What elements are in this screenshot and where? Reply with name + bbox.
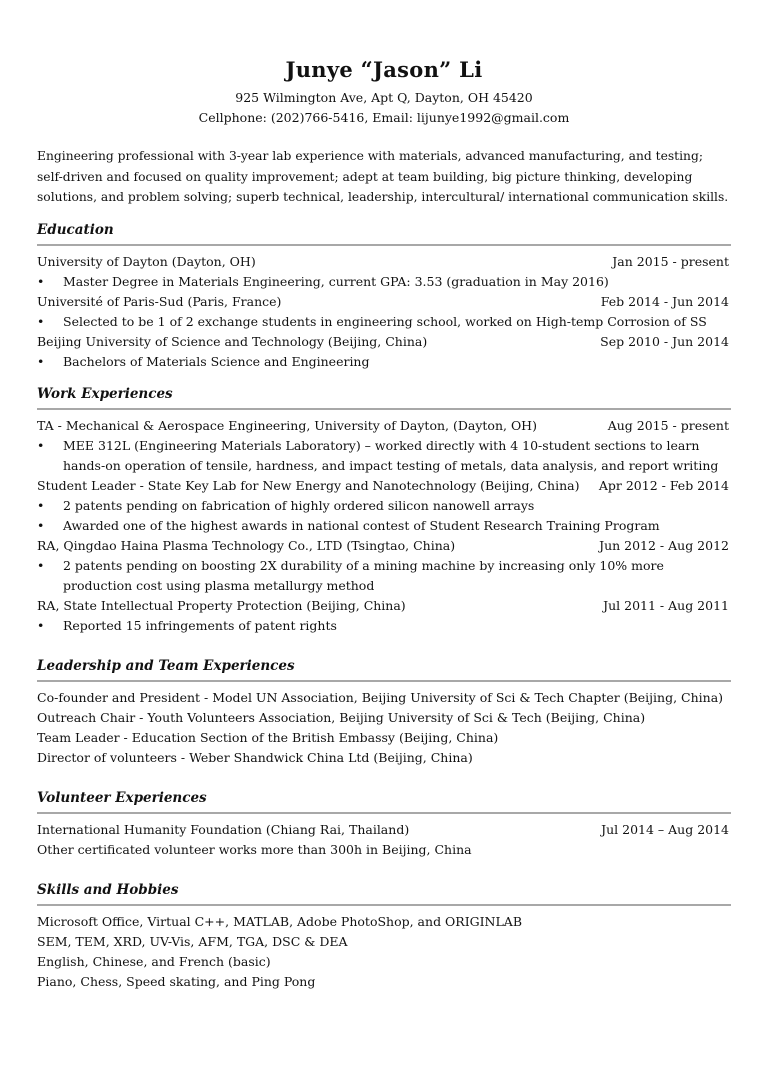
bullet-item <box>37 556 731 596</box>
skills-line: Piano, Chess, Speed skating, and Ping Pong <box>37 973 316 989</box>
bullet-item <box>37 352 731 372</box>
bullet-icon: • <box>37 273 45 289</box>
volunteer-other: Other certificated volunteer works more than 300h in Beijing, China <box>37 841 472 857</box>
bullet-icon: • <box>37 557 45 573</box>
entry-org: University of Dayton (Dayton, OH) <box>37 253 256 269</box>
bullet-text: Reported 15 infringements of patent rights <box>63 617 337 633</box>
bullet-icon: • <box>37 497 45 513</box>
entry-dates: Aug 2015 - present <box>607 417 729 433</box>
entry-dates: Jul 2011 - Aug 2011 <box>603 597 729 613</box>
leadership-line: Director of volunteers - Weber Shandwick China Ltd (Beijing, China) <box>37 749 473 765</box>
bullet-icon: • <box>37 313 45 329</box>
address: 925 Wilmington Ave, Apt Q, Dayton, OH 45420 <box>235 90 533 105</box>
bullet-icon: • <box>37 353 45 369</box>
entry-dates: Jul 2014 – Aug 2014 <box>601 821 729 837</box>
entry-org: Université of Paris-Sud (Paris, France) <box>37 293 282 309</box>
work-entry <box>37 536 731 556</box>
bullet-text: Bachelors of Materials Science and Engineering <box>63 353 370 369</box>
bullet-text: MEE 312L (Engineering Materials Laboratory) – worked directly with 4 10-student sections to learn hands-on operation of tensile, hardness, and impact testing of metals, data analysis, and report writing <box>63 437 719 473</box>
education-section <box>37 220 731 372</box>
bullet-item <box>37 272 731 292</box>
bullet-icon: • <box>37 437 45 453</box>
education-entry <box>37 252 731 272</box>
skills-line: SEM, TEM, XRD, UV-Vis, AFM, TGA, DSC & DEA <box>37 933 348 949</box>
bullet-text: 2 patents pending on fabrication of highly ordered silicon nanowell arrays <box>63 497 535 513</box>
section-title-work: Work Experiences <box>37 384 731 410</box>
education-entry <box>37 292 731 312</box>
section-title-skills: Skills and Hobbies <box>37 880 731 906</box>
bullet-item <box>37 496 731 516</box>
bullet-icon: • <box>37 617 45 633</box>
section-title-leadership: Leadership and Team Experiences <box>37 656 731 682</box>
bullet-item <box>37 436 731 476</box>
bullet-text: Awarded one of the highest awards in national contest of Student Research Training Program <box>63 517 660 533</box>
skills-line: English, Chinese, and French (basic) <box>37 953 271 969</box>
entry-org: Beijing University of Science and Technology (Beijing, China) <box>37 333 428 349</box>
bullet-item <box>37 616 731 636</box>
education-entry <box>37 332 731 352</box>
entry-dates: Jan 2015 - present <box>612 253 729 269</box>
work-section <box>37 384 731 636</box>
leadership-section <box>37 656 731 768</box>
skills-line: Microsoft Office, Virtual C++, MATLAB, Adobe PhotoShop, and ORIGINLAB <box>37 913 523 929</box>
bullet-text: Master Degree in Materials Engineering, current GPA: 3.53 (graduation in May 2016) <box>63 273 609 289</box>
summary: Engineering professional with 3-year lab experience with materials, advanced manufacturing, and testing; self-driven and focused on quality improvement; adept at team building, big picture thinking, developing solutions, and problem solving; superb technical, leadership, intercultural/ international communication skills. <box>37 149 729 204</box>
bullet-item <box>37 312 731 332</box>
section-title-volunteer: Volunteer Experiences <box>37 788 731 814</box>
entry-dates: Apr 2012 - Feb 2014 <box>598 477 729 493</box>
bullet-text: 2 patents pending on boosting 2X durability of a mining machine by increasing only 10% more production cost using plasma metallurgy method <box>63 557 664 593</box>
entry-org: Student Leader - State Key Lab for New Energy and Nanotechnology (Beijing, China) <box>37 477 580 493</box>
volunteer-section <box>37 788 731 860</box>
bullet-icon: • <box>37 517 45 533</box>
leadership-line: Team Leader - Education Section of the British Embassy (Beijing, China) <box>37 729 499 745</box>
entry-dates: Sep 2010 - Jun 2014 <box>600 333 729 349</box>
phone-email: Cellphone: (202)766-5416, Email: lijunye1992@gmail.com <box>198 110 570 125</box>
resume-name: Junye “Jason” Li <box>285 57 483 82</box>
volunteer-entry <box>37 820 731 840</box>
bullet-text: Selected to be 1 of 2 exchange students in engineering school, worked on High-temp Corrosion of SS <box>63 313 707 329</box>
entry-org: International Humanity Foundation (Chiang Rai, Thailand) <box>37 821 410 837</box>
leadership-line: Co-founder and President - Model UN Association, Beijing University of Sci & Tech Chapter (Beijing, China) <box>37 689 724 705</box>
skills-section <box>37 880 731 992</box>
section-title-education: Education <box>37 220 731 246</box>
bullet-item <box>37 516 731 536</box>
work-entry <box>37 416 731 436</box>
entry-dates: Feb 2014 - Jun 2014 <box>600 293 729 309</box>
entry-org: RA, Qingdao Haina Plasma Technology Co., LTD (Tsingtao, China) <box>37 537 456 553</box>
work-entry <box>37 476 731 496</box>
entry-dates: Jun 2012 - Aug 2012 <box>599 537 729 553</box>
entry-org: RA, State Intellectual Property Protection (Beijing, China) <box>37 597 406 613</box>
work-entry <box>37 596 731 616</box>
entry-org: TA - Mechanical & Aerospace Engineering, University of Dayton, (Dayton, OH) <box>37 417 537 433</box>
leadership-line: Outreach Chair - Youth Volunteers Association, Beijing University of Sci & Tech (Beijing, China) <box>37 709 646 725</box>
